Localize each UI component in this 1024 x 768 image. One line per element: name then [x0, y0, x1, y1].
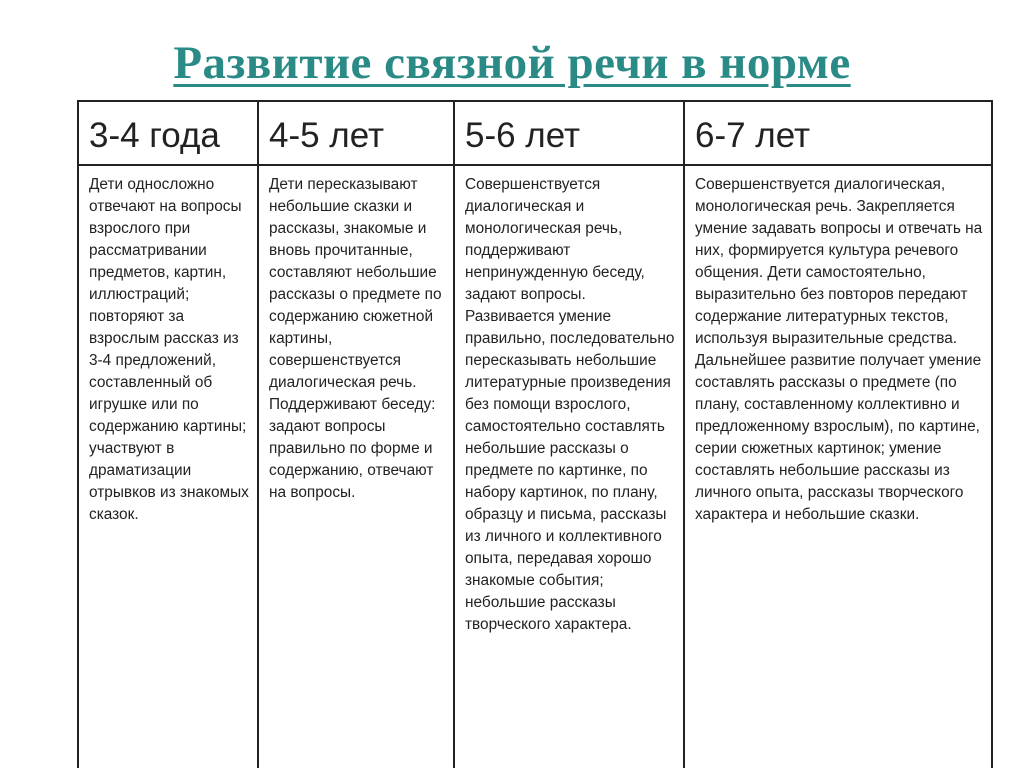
cell-age-6-7: [684, 165, 992, 768]
cell-text-age-3-4: Дети односложно отвечают на вопросы взрослого при рассматривании предметов, картин, иллюстраций; повторяют за взрослым рассказ из 3-4 предложений, составленный об игрушке или по содержанию картины; участвуют в драматизации отрывков из знакомых сказок.: [89, 176, 249, 523]
cell-age-3-4: [78, 165, 258, 768]
cell-age-4-5: [258, 165, 454, 768]
content-row: [78, 165, 992, 768]
speech-norm-table: [77, 100, 993, 768]
header-age-4-5: 4-5 лет: [258, 101, 454, 165]
cell-text-age-4-5: Дети пересказывают небольшие сказки и рассказы, знакомые и вновь прочитанные, составляют небольшие рассказы о предмете по содержанию сюжетной картины, совершенствуется диалогическая речь. Поддерживают беседу: задают вопросы правильно по форме и содержанию, отвечают на вопросы.: [269, 176, 442, 501]
header-row: [78, 101, 992, 165]
cell-text-age-6-7: Совершенствуется диалогическая, монологическая речь. Закрепляется умение задавать вопросы и отвечать на них, формируется культура речевого общения. Дети самостоятельно, выразительно без повторов передают содержание литературных текстов, используя выразительные средства. Дальнейшее развитие получает умение составлять рассказы о предмете (по плану, составленному коллективно и предложенному взрослым), по картине, серии сюжетных картинок; умение составлять небольшие рассказы из личного опыта, рассказы творческого характера и небольшие сказки.: [695, 176, 983, 523]
page-title: Развитие связной речи в норме: [173, 37, 851, 89]
cell-text-age-5-6: Совершенствуется диалогическая и монологическая речь, поддерживают непринужденную беседу, задают вопросы. Развивается умение правильно, последовательно пересказывать небольшие литературные произведения без помощи взрослого, самостоятельно составлять небольшие рассказы о предмете по картинке, по набору картинок, по плану, образцу и письма, рассказы из личного и коллективного опыта, передавая хорошо знакомые события; небольшие рассказы творческого характера.: [465, 176, 675, 633]
header-age-5-6: 5-6 лет: [454, 101, 684, 165]
cell-age-5-6: [454, 165, 684, 768]
header-age-6-7: 6-7 лет: [684, 101, 992, 165]
header-age-3-4: 3-4 года: [78, 101, 258, 165]
